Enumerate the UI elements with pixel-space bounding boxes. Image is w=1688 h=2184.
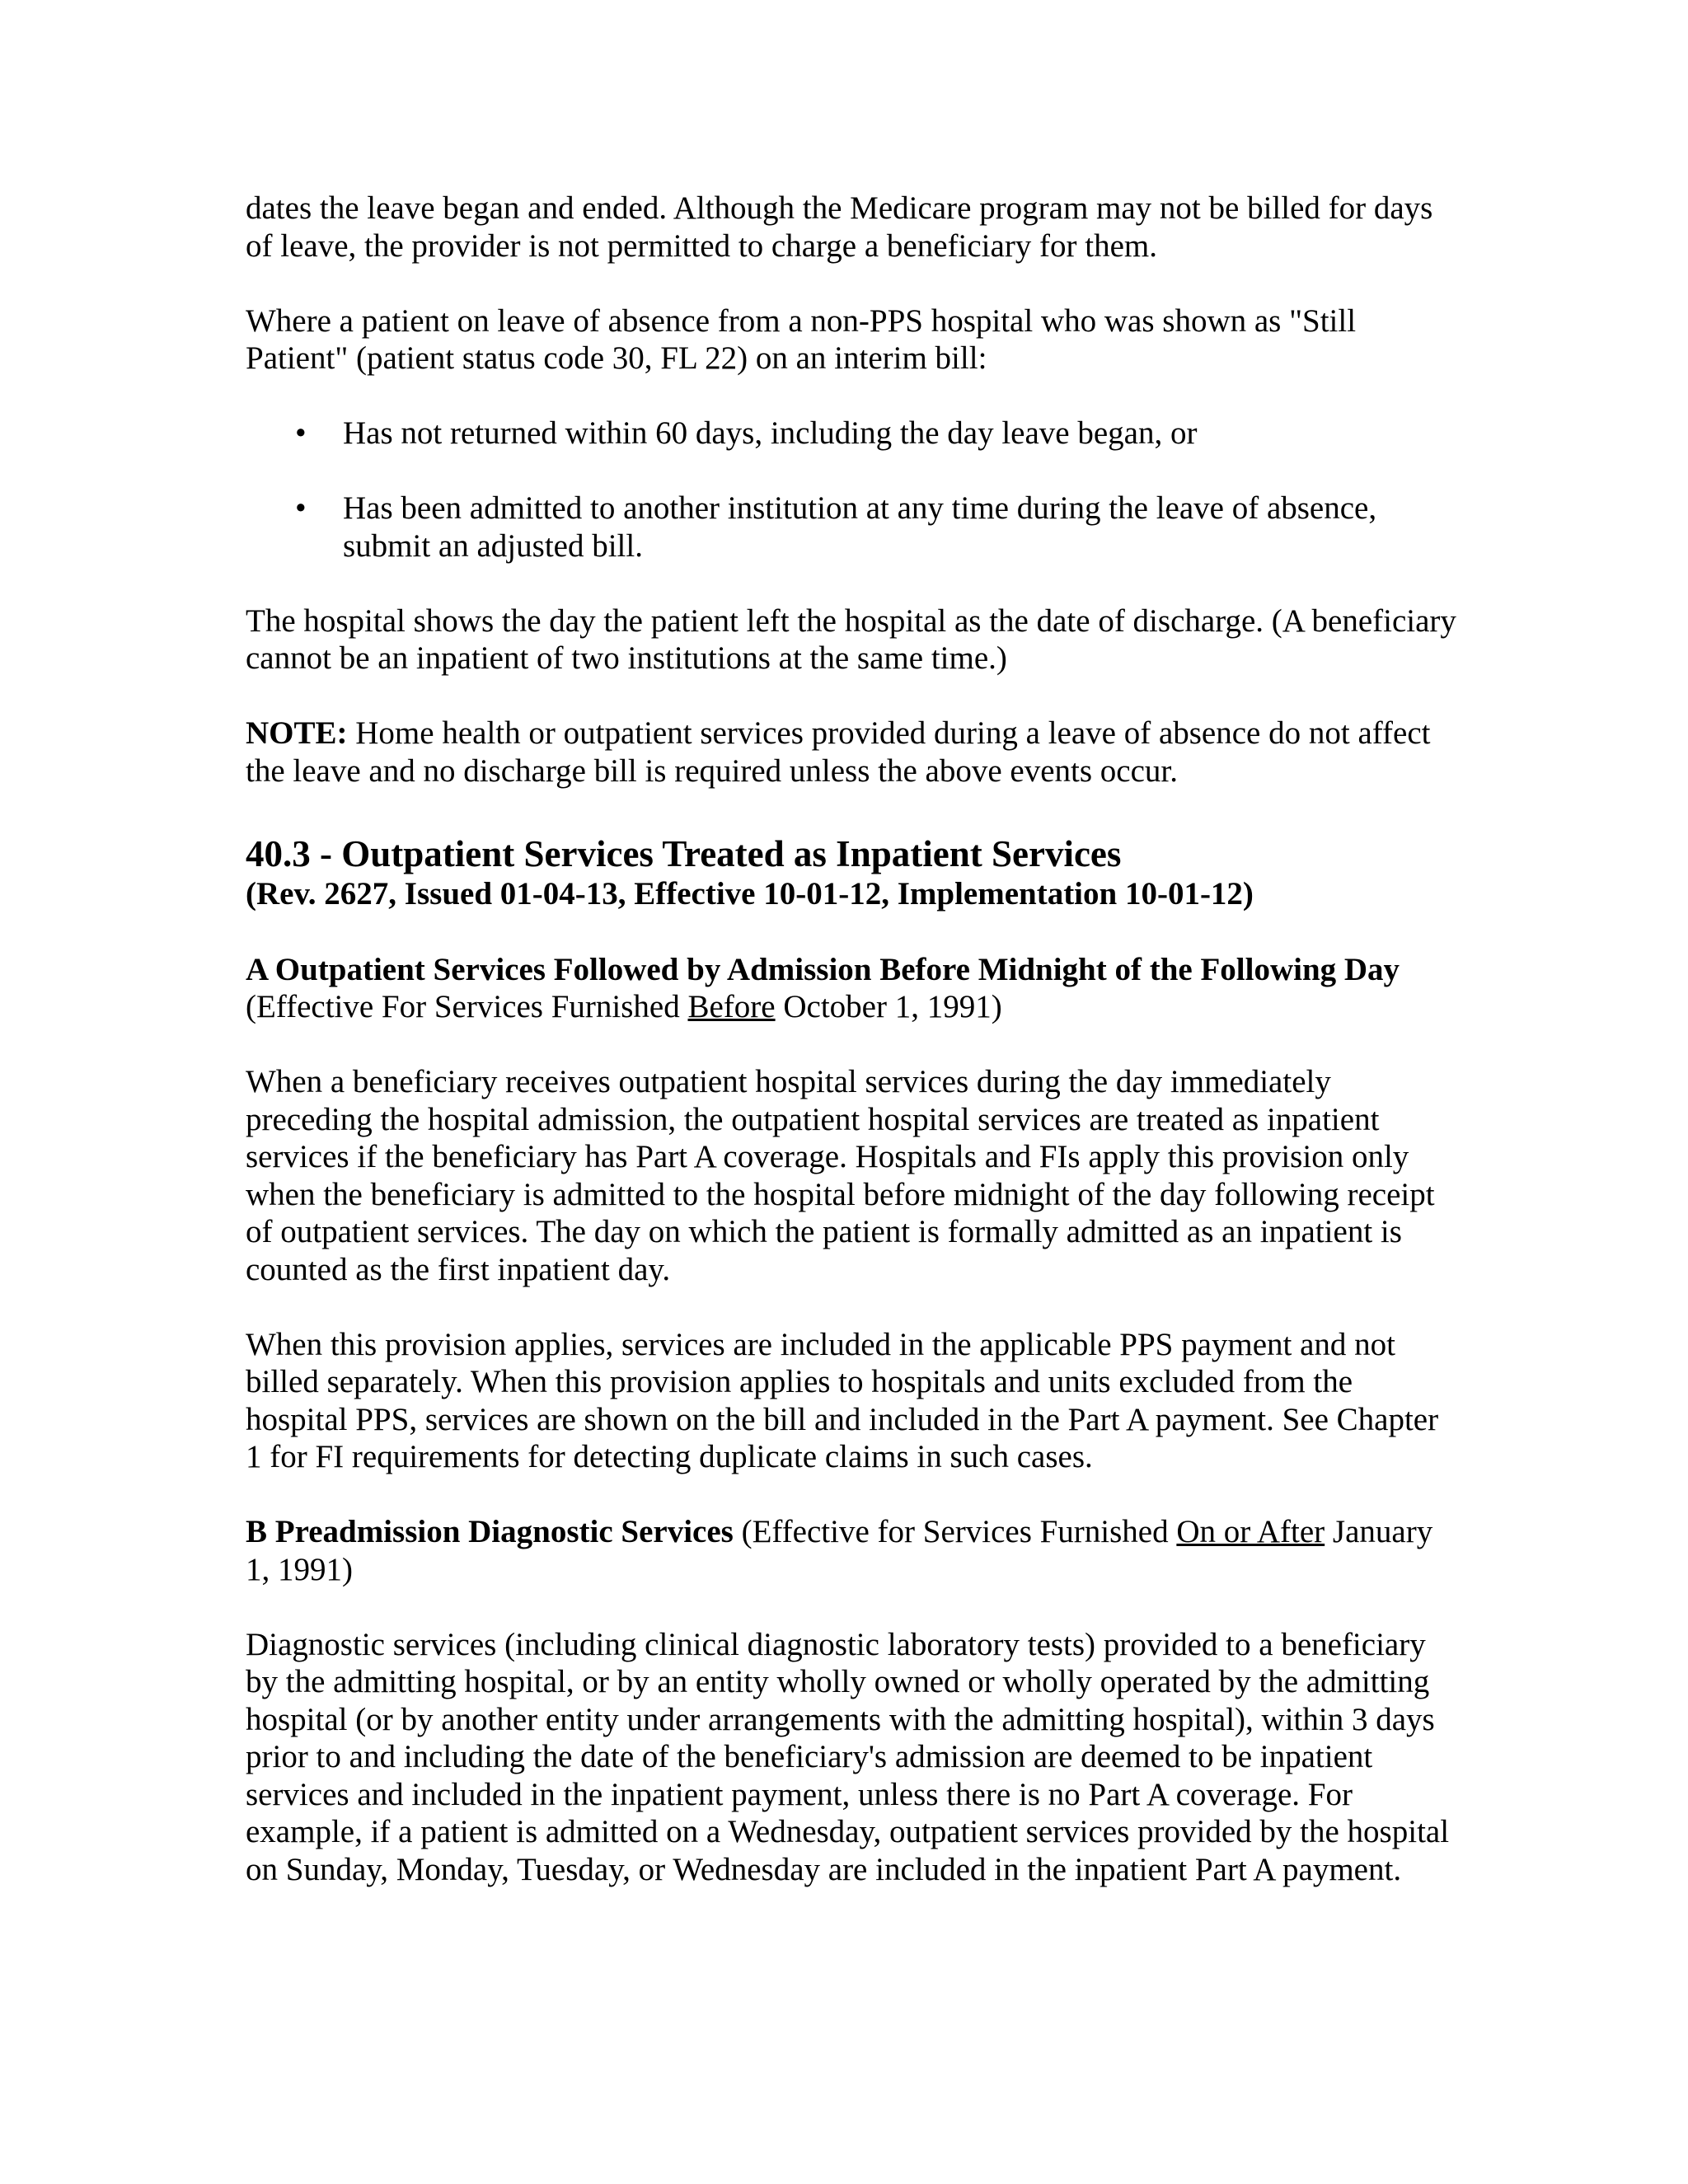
paragraph-discharge-date: The hospital shows the day the patient left the hospital as the date of discharge. (A beneficiary cannot be an inpatient of two institutions at the same time.) [246, 602, 1456, 676]
note-text: Home health or outpatient services provided during a leave of absence do not affect the leave and no discharge bill is required unless the above events occur. [246, 715, 1431, 789]
note-label: NOTE: [246, 715, 348, 751]
paragraph-still-patient: Where a patient on leave of absence from a non-PPS hospital who was shown as "Still Patient" (patient status code 30, FL 22) on an interim bill: [246, 302, 1357, 376]
section-revision: (Rev. 2627, Issued 01-04-13, Effective 10-01-12, Implementation 10-01-12) [246, 876, 1254, 912]
subsection-a-paragraph-2: When this provision applies, services are included in the applicable PPS payment and not billed separately. When this provision applies to hospitals and units excluded from the hospital PPS, services are shown on the bill and included in the Part A payment. See Chapter 1 for FI requirements for detecting duplicate claims in such cases. [246, 1326, 1439, 1474]
list-item-text: Has not returned within 60 days, including the day leave began, or [343, 415, 1198, 451]
subsection-b-heading [246, 1513, 1457, 1588]
list-item-text: Has been admitted to another institution at any time during the leave of absence, submit an adjusted bill. [343, 490, 1377, 564]
subsection-a-qualifier-post: October 1, 1991) [775, 989, 1002, 1024]
subsection-a-qualifier-underlined: Before [687, 989, 776, 1024]
bullet-list [246, 415, 1457, 565]
list-item [246, 415, 1457, 452]
subsection-b-paragraph-1: Diagnostic services (including clinical diagnostic laboratory tests) provided to a beneficiary by the admitting hospital, or by an entity wholly owned or wholly operated by the admitting hospital (or by another entity under arrangements with the admitting hospital), within 3 days prior to and including the date of the beneficiary's admission are deemed to be inpatient services and included in the inpatient payment, unless there is no Part A coverage. For example, if a patient is admitted on a Wednesday, outpatient services provided by the hospital on Sunday, Monday, Tuesday, or Wednesday are included in the inpatient Part A payment. [246, 1626, 1450, 1887]
list-item [246, 490, 1457, 565]
subsection-a-heading [246, 951, 1457, 1026]
subsection-a-qualifier-pre: (Effective For Services Furnished [246, 989, 688, 1024]
subsection-b-qualifier-post: January 1, 1991) [246, 1514, 1433, 1587]
subsection-b-qualifier-pre: (Effective for Services Furnished [733, 1514, 1177, 1549]
subsection-a-title: A Outpatient Services Followed by Admission Before Midnight of the Following Day [246, 951, 1400, 987]
bullet-icon: • [295, 415, 307, 451]
subsection-a-paragraph-1: When a beneficiary receives outpatient hospital services during the day immediately preceding the hospital admission, the outpatient hospital services are treated as inpatient services if the beneficiary has Part A coverage. Hospitals and FIs apply this provision only when the beneficiary is admitted to the hospital before midnight of the day following receipt of outpatient services. The day on which the patient is formally admitted as an inpatient is counted as the first inpatient day. [246, 1064, 1435, 1287]
note-paragraph [246, 715, 1457, 790]
subsection-b-title: B Preadmission Diagnostic Services [246, 1514, 734, 1549]
bullet-icon: • [295, 490, 307, 526]
subsection-b-qualifier-underlined: On or After [1176, 1514, 1325, 1549]
paragraph-leave-billing: dates the leave began and ended. Although the Medicare program may not be billed for days of leave, the provider is not permitted to charge a beneficiary for them. [246, 190, 1433, 264]
section-title: 40.3 - Outpatient Services Treated as Inpatient Services [246, 833, 1122, 874]
document-page [246, 190, 1457, 1888]
